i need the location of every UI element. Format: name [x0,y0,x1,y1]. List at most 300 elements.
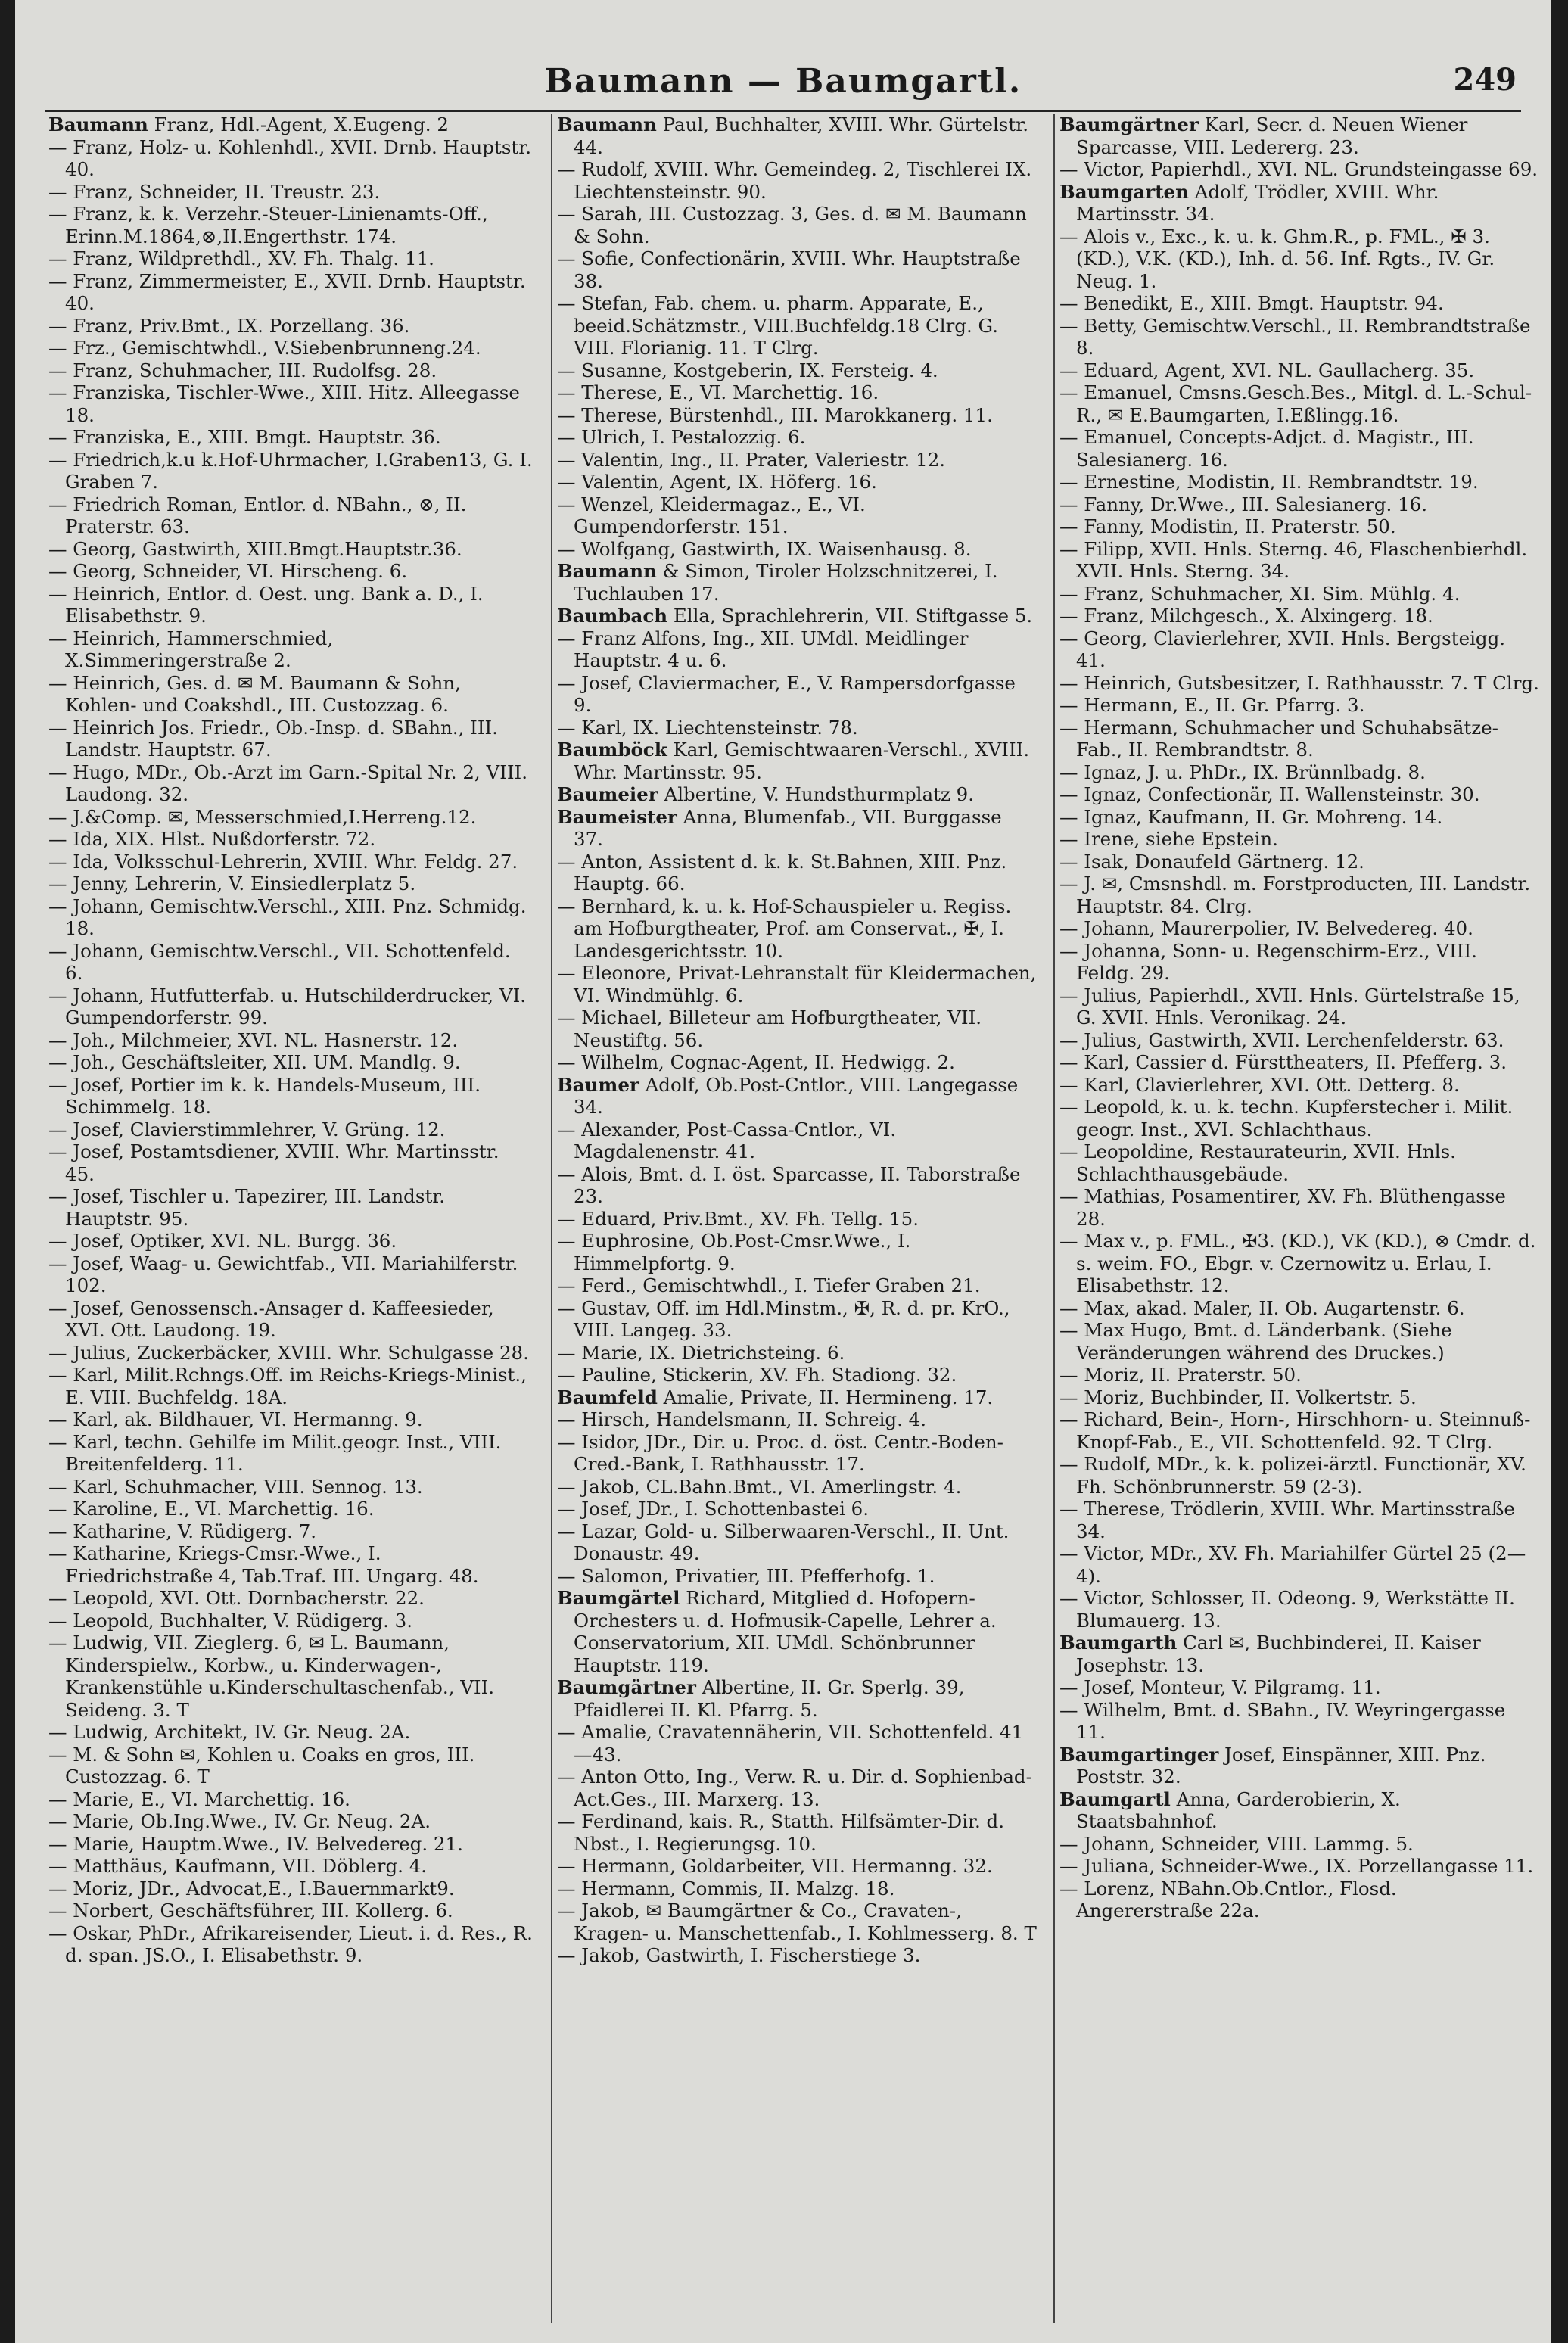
entry-text: — Marie, Ob.Ing.Wwe., IV. Gr. Neug. 2A. [48,1810,431,1832]
entry-text: — Anton Otto, Ing., Verw. R. u. Dir. d. Sophienbad-Act.Ges., III. Marxerg. 13. [557,1766,1032,1810]
directory-entry [557,1342,1037,1364]
entry-text: — Richard, Bein-, Horn-, Hirschhorn- u. Steinnuß-Knopf-Fab., E., VII. Schottenfeld. 92. T Clrg. [1059,1408,1531,1453]
directory-entry [557,1900,1037,1944]
directory-entry [48,426,533,449]
entry-text: — Hermann, Goldarbeiter, VII. Hermanng. 32. [557,1855,993,1877]
entry-text: — Alois v., Exc., k. u. k. Ghm.R., p. FML., ✠ 3. (KD.), V.K. (KD.), Inh. d. 56. Inf. Rgts., IV. Gr. Neug. 1. [1059,225,1495,292]
entry-text: — Jakob, ✉ Baumgärtner & Co., Cravaten-, Kragen- u. Manschettenfab., I. Kohlmesserg. 8. T [557,1900,1037,1944]
entry-text: Albertine, II. Gr. Sperlg. 39, Pfaidlerei II. Kl. Pfarrg. 5. [574,1676,965,1721]
directory-entry [1059,605,1539,627]
header-rule [45,110,1521,112]
directory-entry [1059,315,1539,359]
entry-text: — Julius, Gastwirth, XVII. Lerchenfelderstr. 63. [1059,1028,1504,1051]
directory-entry [48,1721,533,1744]
directory-entry [48,940,533,985]
entry-text: — Eleonore, Privat-Lehranstalt für Kleidermachen, VI. Windmühlg. 6. [557,962,1037,1007]
entry-text: — Franz, Priv.Bmt., IX. Porzellang. 36. [48,314,410,337]
directory-entry [1059,1699,1539,1744]
entry-text: — Hugo, MDr., Ob.-Arzt im Garn.-Spital Nr. 2, VIII. Laudong. 32. [48,761,528,805]
directory-entry [557,560,1037,605]
directory-entry [557,1944,1037,1967]
directory-entry [557,1520,1037,1565]
directory-entry [48,1185,533,1230]
directory-entry [48,761,533,806]
entry-text: Carl ✉, Buchbinderei, II. Kaiser Josephstr. 13. [1076,1632,1481,1676]
entry-text: — Ulrich, I. Pestalozzig. 6. [557,426,806,448]
directory-entry [557,359,1037,382]
entry-text: — Heinrich, Hammerschmied, X.Simmeringerstraße 2. [48,627,334,671]
entry-text: — Betty, Gemischtw.Verschl., II. Rembrandtstraße 8. [1059,314,1531,359]
directory-entry [557,538,1037,561]
directory-entry [557,739,1037,783]
directory-entry [48,1744,533,1788]
entry-text: Adolf, Trödler, XVIII. Whr. Martinsstr. 34. [1076,180,1439,225]
entry-text: — Katharine, V. Rüdigerg. 7. [48,1520,317,1542]
entry-text: — Franz, Milchgesch., X. Alxingerg. 18. [1059,605,1433,627]
directory-entry [48,1119,533,1141]
entry-text: — Josef, Clavierstimmlehrer, V. Grüng. 12. [48,1118,446,1140]
directory-entry [48,449,533,493]
entry-text: — Johann, Hutfutterfab. u. Hutschilderdrucker, VI. Gumpendorferstr. 99. [48,984,527,1028]
entry-text: Franz, Hdl.-Agent, X.Eugeng. 2 [148,114,449,135]
entry-text: — Franz, Zimmermeister, E., XVII. Drnb. Hauptstr. 40. [48,269,526,314]
directory-entry [557,1810,1037,1855]
directory-entry [557,381,1037,404]
directory-entry [48,381,533,426]
entry-text: — Jakob, Gastwirth, I. Fischerstiege 3. [557,1944,921,1966]
entry-text: — Franz, Schuhmacher, III. Rudolfsg. 28. [48,359,437,381]
directory-entry [557,1431,1037,1476]
entry-text: — Franz, k. k. Verzehr.-Steuer-Linienamts-Off., Erinn.M.1864,⊗,II.Engerthstr. 174. [48,203,488,247]
directory-entry [557,1119,1037,1163]
entry-text: — Oskar, PhDr., Afrikareisender, Lieut. i. d. Res., R. d. span. JS.O., I. Elisabethstr. 9. [48,1921,533,1966]
directory-entry [557,851,1037,895]
directory-entry [48,1297,533,1342]
entry-text: — Leopold, Buchhalter, V. Rüdigerg. 3. [48,1609,413,1632]
entry-text: — Stefan, Fab. chem. u. pharm. Apparate, E., beeid.Schätzmstr., VIII.Buchfeldg.18 Clrg. G. VIII. Florianig. 11. T Clrg. [557,292,999,359]
entry-text: — Karl, Cassier d. Fürsttheaters, II. Pfefferg. 3. [1059,1051,1507,1073]
running-head: Baumann — Baumgartl. [544,62,1022,101]
entry-text: — Josef, Portier im k. k. Handels-Museum, III. Schimmelg. 18. [48,1073,481,1118]
directory-entry [48,1587,533,1610]
directory-entry [1059,1453,1539,1498]
entry-text: — Johanna, Sonn- u. Regenschirm-Erz., VIII. Feldg. 29. [1059,939,1477,984]
entry-text: — Ignaz, Kaufmann, II. Gr. Mohreng. 14. [1059,805,1443,828]
entry-text: — Friedrich Roman, Entlor. d. NBahn., ⊗, II. Praterstr. 63. [48,493,467,537]
directory-entry [1059,359,1539,382]
entry-surname: Baumgärtner [1059,114,1199,135]
entry-text: — Susanne, Kostgeberin, IX. Fersteig. 4. [557,359,938,381]
directory-entry [557,1297,1037,1342]
entry-text: — Leopold, XVI. Ott. Dornbacherstr. 22. [48,1587,425,1609]
entry-surname: Baumgarth [1059,1632,1178,1654]
directory-entry [48,560,533,583]
directory-entry [48,1051,533,1074]
directory-entry [1059,1386,1539,1409]
entry-text: — Hermann, Commis, II. Malzg. 18. [557,1877,895,1900]
directory-entry [48,806,533,829]
entry-text: — Julius, Papierhdl., XVII. Hnls. Gürtelstraße 15, G. XVII. Hnls. Veronikag. 24. [1059,984,1520,1028]
entry-text: Anna, Garderobierin, X. Staatsbahnhof. [1076,1788,1401,1832]
directory-entry [1059,940,1539,985]
entry-text: — Johann, Schneider, VIII. Lammg. 5. [1059,1832,1414,1855]
entry-text: — Moriz, Buchbinder, II. Volkertstr. 5. [1059,1386,1417,1408]
directory-entry [557,783,1037,806]
entry-text: — Ignaz, J. u. PhDr., IX. Brünnlbadg. 8. [1059,761,1426,783]
entry-text: — Hirsch, Handelsmann, II. Schreig. 4. [557,1408,927,1430]
directory-entry [557,1408,1037,1431]
directory-entry [557,627,1037,672]
directory-entry [48,181,533,204]
entry-text: — Heinrich Jos. Friedr., Ob.-Insp. d. SBahn., III. Landstr. Hauptstr. 67. [48,716,498,761]
directory-entry [1059,873,1539,917]
entry-text: — Franz, Schneider, II. Treustr. 23. [48,180,381,203]
directory-entry [557,114,1037,158]
directory-entry [557,1364,1037,1386]
entry-text: Ella, Sprachlehrerin, VII. Stiftgasse 5. [667,605,1033,627]
directory-entry [1059,985,1539,1029]
entry-text: — Alois, Bmt. d. I. öst. Sparcasse, II. Taborstraße 23. [557,1162,1021,1207]
entry-text: — Heinrich, Ges. d. ✉ M. Baumann & Sohn, Kohlen- und Coakshdl., III. Custozzag. 6. [48,671,461,716]
directory-entry [1059,114,1539,158]
entry-text: — Marie, Hauptm.Wwe., IV. Belvedereg. 21. [48,1832,463,1855]
directory-entry [1059,1230,1539,1297]
entry-text: — Sofie, Confectionärin, XVIII. Whr. Hauptstraße 38. [557,247,1021,292]
directory-entry [48,1833,533,1856]
directory-entry [48,1476,533,1498]
directory-entry [1059,181,1539,226]
directory-entry [557,1565,1037,1588]
entry-text: — Josef, Monteur, V. Pilgramg. 11. [1059,1676,1381,1698]
entry-text: — Josef, Postamtsdiener, XVIII. Whr. Martinsstr. 45. [48,1140,499,1185]
entry-text: — Heinrich, Gutsbesitzer, I. Rathhausstr. 7. T Clrg. [1059,671,1539,694]
entry-text: — Franziska, Tischler-Wwe., XIII. Hitz. Alleegasse 18. [48,381,520,426]
entry-text: — Georg, Schneider, VI. Hirscheng. 6. [48,560,408,582]
entry-surname: Baumböck [557,739,667,761]
entry-text: — Frz., Gemischtwhdl., V.Siebenbrunneng.24. [48,337,481,359]
entry-text: — Josef, Waag- u. Gewichtfab., VII. Mariahilferstr. 102. [48,1252,518,1296]
directory-entry [1059,1074,1539,1097]
directory-entry [557,493,1037,538]
entry-text: — Wenzel, Kleidermagaz., E., VI. Gumpendorferstr. 151. [557,493,866,537]
directory-entry [48,493,533,538]
entry-columns [48,114,1539,2323]
entry-text: — Juliana, Schneider-Wwe., IX. Porzellangasse 11. [1059,1855,1534,1877]
entry-text: — Hermann, E., II. Gr. Pfarrg. 3. [1059,694,1365,716]
directory-entry [48,627,533,672]
directory-entry [557,806,1037,851]
entry-text: — Josef, Tischler u. Tapezirer, III. Landstr. Hauptstr. 95. [48,1185,446,1230]
entry-text: — J. ✉, Cmsnshdl. m. Forstproducten, III. Landstr. Hauptstr. 84. Clrg. [1059,873,1531,917]
entry-text: — Fanny, Dr.Wwe., III. Salesianerg. 16. [1059,493,1427,515]
entry-text: — Leopold, k. u. k. techn. Kupferstecher i. Milit. geogr. Inst., XVI. Schlachthaus. [1059,1096,1514,1140]
directory-entry [1059,1676,1539,1699]
directory-entry [48,873,533,895]
page-header [15,62,1551,107]
entry-text: — Josef, Claviermacher, E., V. Rampersdorfgasse 9. [557,671,1016,716]
entry-text: — Karl, Schuhmacher, VIII. Sennog. 13. [48,1475,423,1498]
directory-entry [557,1878,1037,1900]
entry-text: — Amalie, Cravatennäherin, VII. Schottenfeld. 41—43. [557,1721,1024,1766]
directory-entry [557,1230,1037,1274]
entry-text: — Pauline, Stickerin, XV. Fh. Stadiong. 32. [557,1364,957,1386]
entry-text: — Victor, Schlosser, II. Odeong. 9, Werkstätte II. Blumauerg. 13. [1059,1587,1515,1632]
directory-entry [557,1721,1037,1766]
entry-text: Anna, Blumenfab., VII. Burggasse 37. [574,805,1002,850]
entry-text: — Rudolf, MDr., k. k. polizei-ärztl. Functionär, XV. Fh. Schönbrunnerstr. 59 (2-3). [1059,1453,1526,1498]
directory-entry [557,1498,1037,1520]
directory-entry [48,315,533,338]
entry-surname: Baumeister [557,805,677,828]
entry-text: — Eduard, Agent, XVI. NL. Gaullacherg. 35. [1059,359,1475,381]
entry-text: — Victor, MDr., XV. Fh. Mariahilfer Gürtel 25 (2—4). [1059,1542,1526,1587]
directory-entry [557,471,1037,493]
entry-text: Karl, Secr. d. Neuen Wiener Sparcasse, VIII. Ledererg. 23. [1076,114,1468,158]
directory-entry [557,404,1037,427]
directory-entry [48,1542,533,1587]
directory-entry [557,1766,1037,1810]
entry-text: — Therese, Trödlerin, XVIII. Whr. Martinsstraße 34. [1059,1498,1515,1542]
entry-text: — Marie, E., VI. Marchettig. 16. [48,1788,350,1810]
directory-entry [1059,1096,1539,1140]
directory-entry [48,1029,533,1052]
entry-surname: Baumgarten [1059,180,1189,203]
directory-entry [557,895,1037,963]
entry-surname: Baumann [48,114,148,135]
directory-entry [48,1140,533,1185]
directory-entry [557,449,1037,471]
directory-entry [1059,515,1539,538]
directory-entry [48,895,533,940]
directory-entry [557,1007,1037,1051]
directory-entry [1059,583,1539,605]
directory-entry [557,1074,1037,1119]
directory-entry [48,1230,533,1252]
entry-text: Amalie, Private, II. Hermineng. 17. [657,1386,994,1408]
directory-entry [1059,1632,1539,1676]
entry-text: — Benedikt, E., XIII. Bmgt. Hauptstr. 94. [1059,292,1444,314]
entry-text: — Salomon, Privatier, III. Pfefferhofg. 1. [557,1564,935,1587]
directory-entry [1059,1297,1539,1320]
entry-text: — Therese, E., VI. Marchettig. 16. [557,381,879,403]
entry-text: — Karoline, E., VI. Marchettig. 16. [48,1498,375,1520]
entry-text: — Wilhelm, Cognac-Agent, II. Hedwigg. 2. [557,1051,955,1073]
entry-text: — Leopoldine, Restaurateurin, XVII. Hnls. Schlachthausgebäude. [1059,1140,1456,1185]
entry-text: — Max v., p. FML., ✠3. (KD.), VK (KD.), ⊗ Cmdr. d. s. weim. FO., Ebgr. v. Czernowitz u. Erlau, I. Elisabethstr. 12. [1059,1230,1536,1296]
directory-entry [1059,1029,1539,1052]
entry-text: — Jakob, CL.Bahn.Bmt., VI. Amerlingstr. 4. [557,1475,962,1498]
entry-text: Karl, Gemischtwaaren-Verschl., XVIII. Whr. Martinsstr. 95. [574,739,1030,783]
entry-text: — Norbert, Geschäftsführer, III. Kollerg. 6. [48,1900,453,1921]
directory-entry [557,1274,1037,1297]
entry-text: — Ignaz, Confectionär, II. Wallensteinstr. 30. [1059,783,1480,805]
entry-text: — Filipp, XVII. Hnls. Sterng. 46, Flaschenbierhdl. XVII. Hnls. Sterng. 34. [1059,537,1528,582]
entry-text: — M. & Sohn ✉, Kohlen u. Coaks en gros, III. Custozzag. 6. T [48,1743,475,1788]
entry-text: — Emanuel, Concepts-Adjct. d. Magistr., III. Salesianerg. 16. [1059,426,1474,471]
directory-entry [48,270,533,315]
directory-entry [1059,917,1539,940]
directory-entry [1059,1364,1539,1386]
entry-text: — Karl, techn. Gehilfe im Milit.geogr. Inst., VIII. Breitenfelderg. 11. [48,1430,502,1475]
entry-text: Adolf, Ob.Post-Cntlor., VIII. Langegasse 34. [574,1073,1019,1118]
entry-text: — Joh., Geschäftsleiter, XII. UM. Mandlg. 9. [48,1051,461,1073]
directory-entry [557,203,1037,247]
directory-entry [1059,471,1539,493]
column-right [1053,114,1539,2323]
directory-entry [1059,1878,1539,1922]
entry-text: — Isak, Donaufeld Gärtnerg. 12. [1059,850,1364,873]
entry-text: — Ernestine, Modistin, II. Rembrandtstr. 19. [1059,471,1479,493]
directory-entry [1059,1542,1539,1587]
entry-text: — Friedrich,k.u k.Hof-Uhrmacher, I.Graben13, G. I. Graben 7. [48,448,533,493]
entry-text: — Karl, Clavierlehrer, XVI. Ott. Detterg. 8. [1059,1073,1460,1096]
directory-page [15,0,1551,2343]
entry-surname: Baumbach [557,605,668,627]
entry-text: — Euphrosine, Ob.Post-Cmsr.Wwe., I. Himmelpfortg. 9. [557,1230,911,1274]
entry-text: — Franz, Schuhmacher, XI. Sim. Mühlg. 4. [1059,582,1461,605]
entry-text: — Marie, IX. Dietrichsteing. 6. [557,1341,845,1364]
directory-entry [1059,1185,1539,1230]
directory-entry [1059,1587,1539,1632]
directory-entry [1059,1140,1539,1185]
directory-entry [1059,381,1539,426]
directory-entry [557,1676,1037,1721]
entry-text: Josef, Einspänner, XIII. Pnz. Poststr. 32. [1076,1743,1486,1788]
entry-text: — Franz Alfons, Ing., XII. UMdl. Meidlinger Hauptstr. 4 u. 6. [557,627,969,671]
directory-entry [48,1610,533,1632]
entry-text: — Emanuel, Cmsns.Gesch.Bes., Mitgl. d. L.-Schul-R., ✉ E.Baumgarten, I.Eßlingg.16. [1059,381,1532,426]
entry-text: — Matthäus, Kaufmann, VII. Döblerg. 4. [48,1855,428,1877]
directory-entry [1059,538,1539,583]
entry-text: — Hermann, Schuhmacher und Schuhabsätze-Fab., II. Rembrandtstr. 8. [1059,716,1498,761]
directory-entry [1059,1319,1539,1364]
entry-text: — Max Hugo, Bmt. d. Länderbank. (Siehe Veränderungen während des Druckes.) [1059,1319,1452,1364]
entry-surname: Baumann [557,114,657,135]
directory-entry [48,1252,533,1297]
directory-entry [1059,851,1539,873]
entry-text: — Georg, Gastwirth, XIII.Bmgt.Hauptstr.36. [48,537,462,560]
directory-entry [1059,1051,1539,1074]
entry-text: — Lorenz, NBahn.Ob.Cntlor., Flosd. Angererstraße 22a. [1059,1877,1397,1921]
entry-text: — Rudolf, XVIII. Whr. Gemeindeg. 2, Tischlerei IX. Liechtensteinstr. 90. [557,158,1032,203]
entry-surname: Baumer [557,1073,639,1096]
directory-entry [1059,1408,1539,1453]
column-middle [551,114,1037,2323]
directory-entry [557,292,1037,359]
directory-entry [48,337,533,359]
directory-entry [48,1788,533,1811]
entry-text: — Josef, Genossensch.-Ansager d. Kaffeesieder, XVI. Ott. Laudong. 19. [48,1296,494,1341]
directory-entry [48,1520,533,1543]
entry-text: — Katharine, Kriegs-Cmsr.-Wwe., I. Friedrichstraße 4, Tab.Traf. III. Ungarg. 48. [48,1542,479,1587]
entry-text: — Johann, Gemischtw.Verschl., VII. Schottenfeld. 6. [48,939,511,984]
directory-entry [1059,627,1539,672]
entry-text: — Therese, Bürstenhdl., III. Marokkanerg. 11. [557,403,993,426]
entry-text: — J.&Comp. ✉, Messerschmied,I.Herreng.12. [48,805,477,828]
directory-entry [1059,1788,1539,1833]
entry-text: Paul, Buchhalter, XVIII. Whr. Gürtelstr. 44. [574,114,1029,158]
directory-entry [48,1632,533,1721]
directory-entry [557,672,1037,717]
directory-entry [557,1476,1037,1498]
entry-surname: Baumann [557,560,657,582]
entry-text: — Mathias, Posamentirer, XV. Fh. Blüthengasse 28. [1059,1185,1506,1230]
directory-entry [557,1163,1037,1208]
entry-text: — Ferdinand, kais. R., Statth. Hilfsämter-Dir. d. Nbst., I. Regierungsg. 10. [557,1810,1005,1855]
directory-entry [48,1878,533,1900]
entry-text: — Jenny, Lehrerin, V. Einsiedlerplatz 5. [48,873,416,895]
directory-entry [557,1386,1037,1409]
entry-surname: Baumgartl [1059,1788,1171,1810]
directory-entry [48,1431,533,1476]
entry-text: — Ludwig, VII. Zieglerg. 6, ✉ L. Baumann, Kinderspielw., Korbw., u. Kinderwagen-, Krankenstühle u.Kinderschultaschenfab., VII. Seideng. 3. T [48,1632,495,1721]
entry-text: — Valentin, Agent, IX. Höferg. 16. [557,471,877,493]
directory-entry [48,1342,533,1364]
directory-entry [557,1051,1037,1074]
directory-entry [48,1900,533,1922]
directory-entry [48,136,533,181]
entry-surname: Baumgartinger [1059,1743,1219,1766]
directory-entry [1059,1744,1539,1788]
entry-text: — Wilhelm, Bmt. d. SBahn., IV. Weyringergasse 11. [1059,1698,1506,1743]
entry-text: — Lazar, Gold- u. Silberwaaren-Verschl., II. Unt. Donaustr. 49. [557,1520,1010,1564]
entry-text: Richard, Mitglied d. Hofopern-Orchesters u. d. Hofmusik-Capelle, Lehrer a. Conservatorium, XII. UMdl. Schönbrunner Hauptstr. 119. [574,1587,997,1676]
directory-entry [557,962,1037,1007]
entry-text: — Anton, Assistent d. k. k. St.Bahnen, XIII. Pnz. Hauptg. 66. [557,850,1007,895]
directory-entry [1059,1855,1539,1878]
entry-surname: Baumfeld [557,1386,658,1408]
directory-entry [48,672,533,717]
entry-text: — Eduard, Priv.Bmt., XV. Fh. Tellg. 15. [557,1207,919,1230]
directory-entry [48,1855,533,1878]
entry-text: — Franz, Wildprethdl., XV. Fh. Thalg. 11. [48,247,434,269]
directory-entry [48,1498,533,1520]
directory-entry [48,114,533,136]
entry-text: — Karl, IX. Liechtensteinstr. 78. [557,716,858,739]
directory-entry [1059,761,1539,784]
directory-entry [1059,426,1539,471]
entry-text: — Johann, Maurerpolier, IV. Belvedereg. 40. [1059,917,1473,939]
directory-entry [557,1587,1037,1676]
directory-entry [48,1922,533,1967]
entry-text: — Georg, Clavierlehrer, XVII. Hnls. Bergsteigg. 41. [1059,627,1506,671]
directory-entry [48,717,533,761]
directory-entry [48,247,533,270]
entry-text: — Karl, ak. Bildhauer, VI. Hermanng. 9. [48,1408,423,1430]
entry-text: — Moriz, II. Praterstr. 50. [1059,1364,1302,1386]
entry-text: — Joh., Milchmeier, XVI. NL. Hasnerstr. 12. [48,1028,459,1051]
entry-text: — Max, akad. Maler, II. Ob. Augartenstr. 6. [1059,1296,1465,1319]
entry-text: — Ludwig, Architekt, IV. Gr. Neug. 2A. [48,1721,411,1743]
directory-entry [557,247,1037,292]
directory-entry [48,828,533,851]
entry-text: — Ida, Volksschul-Lehrerin, XVIII. Whr. Feldg. 27. [48,850,518,873]
directory-entry [48,851,533,873]
directory-entry [48,1408,533,1431]
entry-text: — Victor, Papierhdl., XVI. NL. Grundsteingasse 69. [1059,158,1538,180]
entry-text: — Fanny, Modistin, II. Praterstr. 50. [1059,515,1396,537]
entry-text: — Sarah, III. Custozzag. 3, Ges. d. ✉ M. Baumann & Sohn. [557,203,1027,247]
directory-entry [557,1855,1037,1878]
entry-text: — Bernhard, k. u. k. Hof-Schauspieler u. Regiss. am Hofburgtheater, Prof. am Conservat., ✠, I. Landesgerichtsstr. 10. [557,895,1012,962]
directory-entry [557,605,1037,627]
entry-surname: Baumgärtner [557,1676,696,1698]
entry-text: Albertine, V. Hundsthurmplatz 9. [658,783,975,805]
directory-entry [48,359,533,382]
directory-entry [48,1364,533,1408]
directory-entry [1059,226,1539,293]
directory-entry [557,1208,1037,1231]
